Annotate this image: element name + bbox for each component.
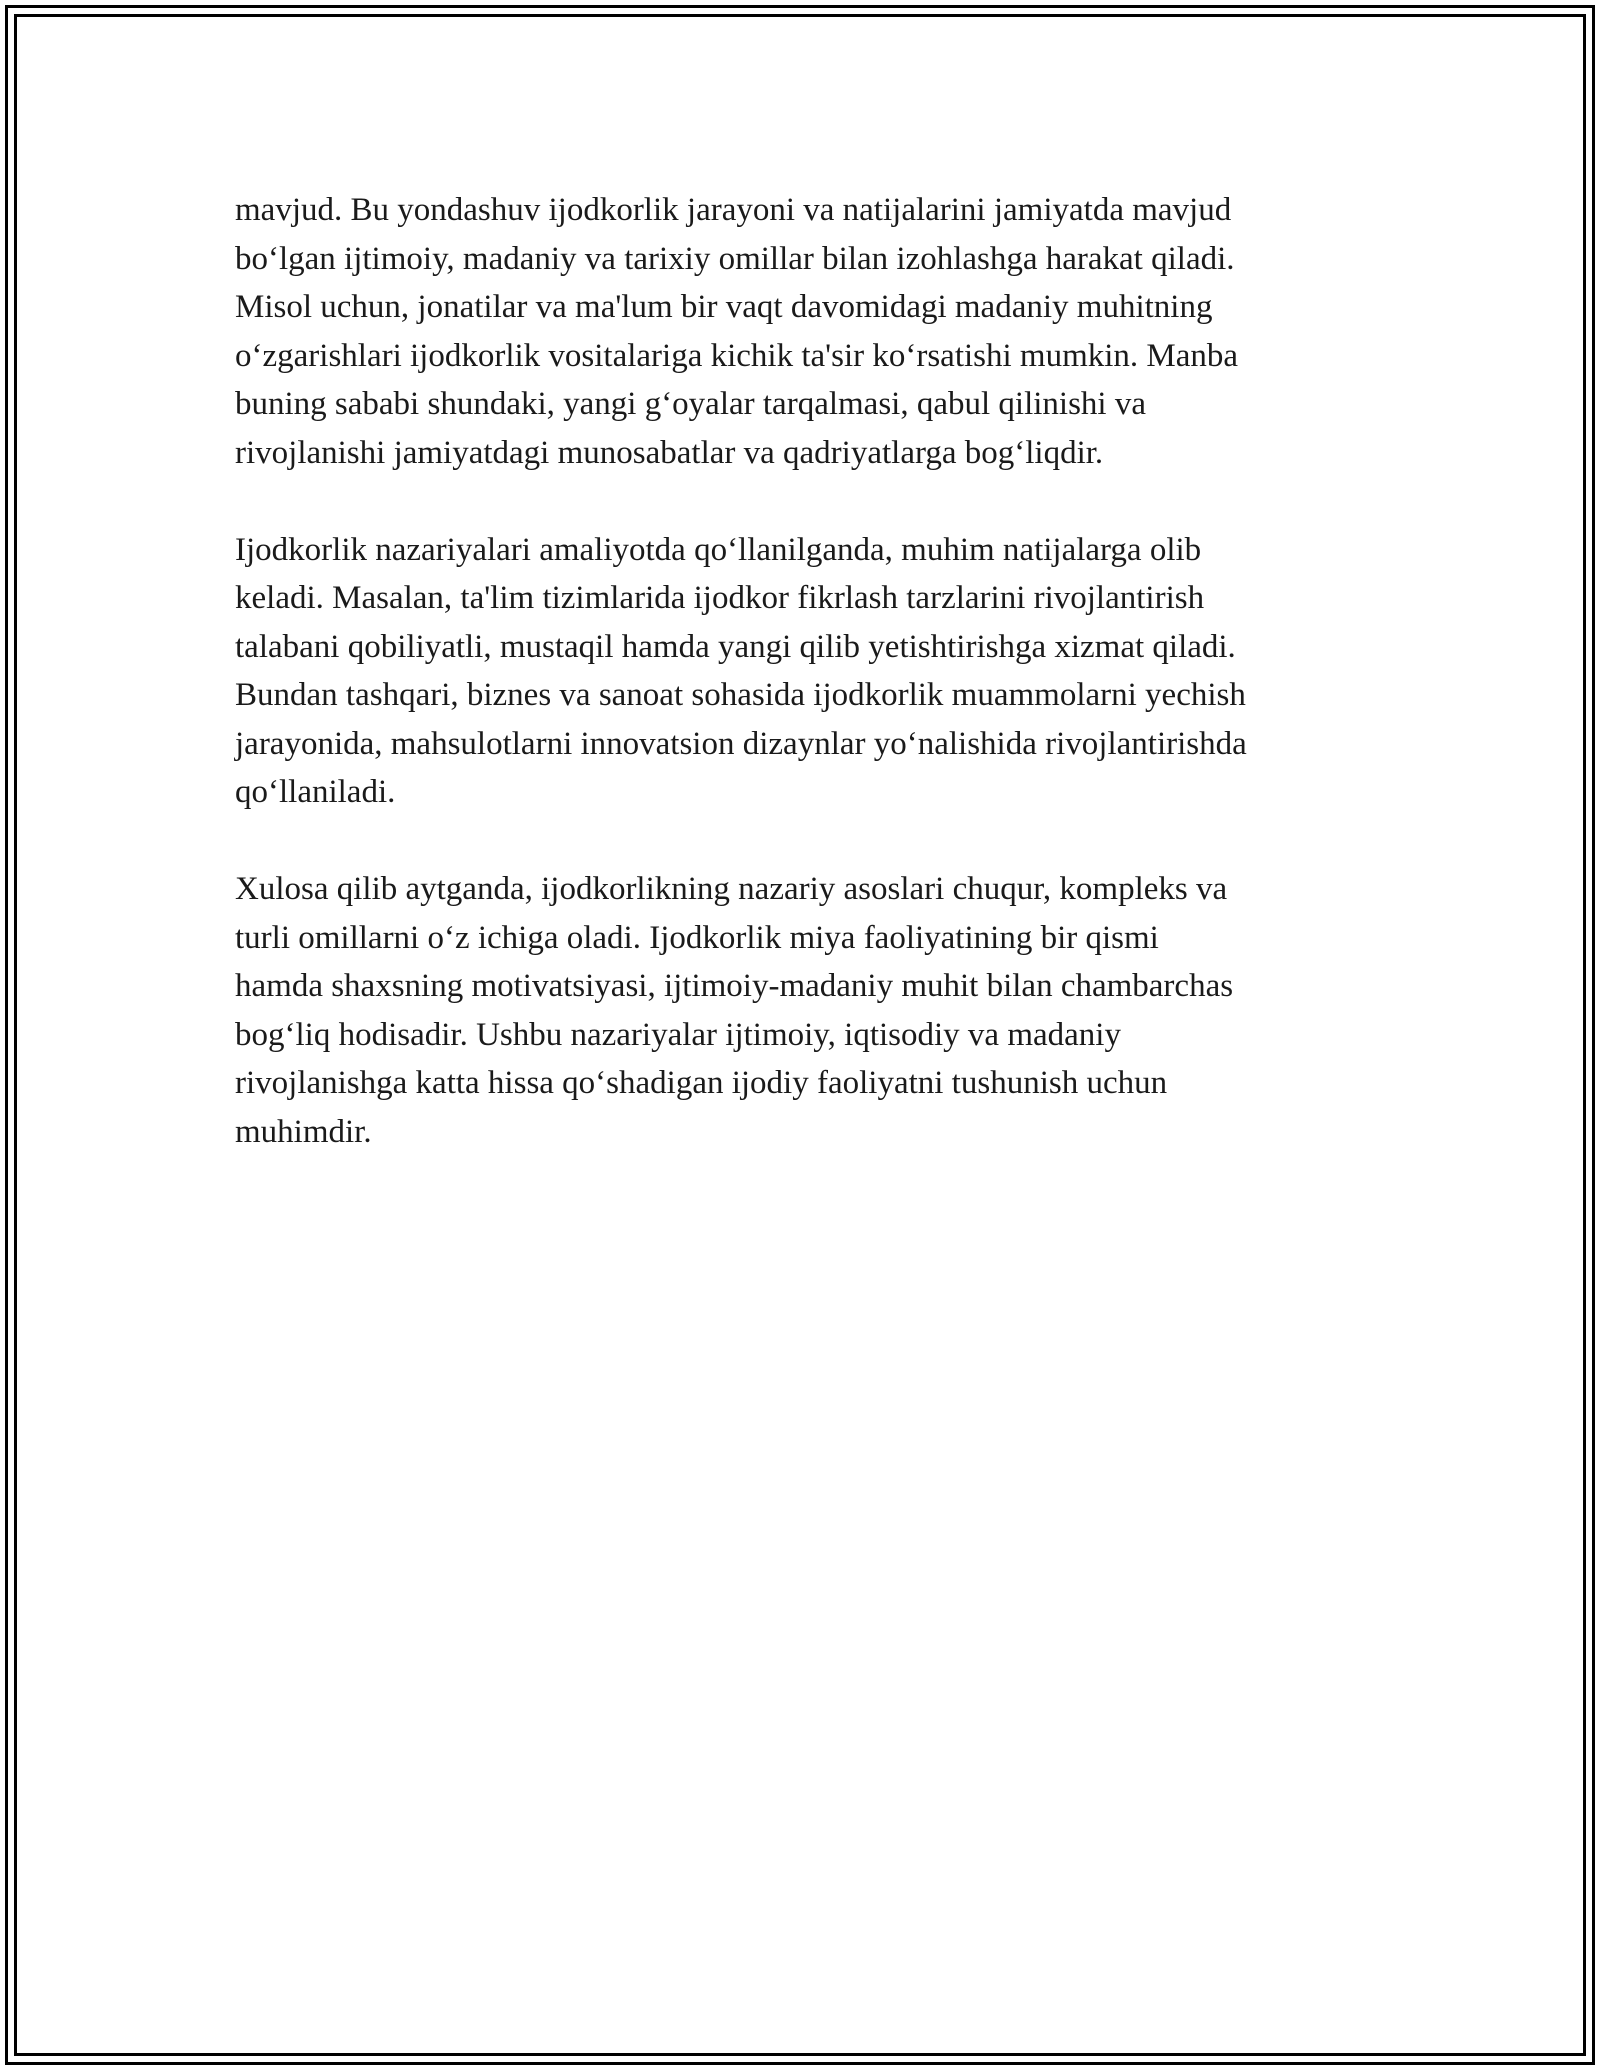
document-body bbox=[235, 186, 1370, 1205]
paragraph-1 bbox=[235, 186, 1370, 477]
text-line: Xulosa qilib aytganda, ijodkorlikning nazariy asoslari chuqur, kompleks va bbox=[235, 871, 1228, 907]
text-line: rivojlanishi jamiyatdagi munosabatlar va qadriyatlarga bog‘liqdir. bbox=[235, 434, 1104, 471]
text-line: muhimdir. bbox=[235, 1113, 372, 1150]
text-line: o‘zgarishlari ijodkorlik vositalariga kichik ta'sir ko‘rsatishi mumkin. Manba bbox=[235, 337, 1239, 374]
text-line: mavjud. Bu yondashuv ijodkorlik jarayoni va natijalarini jamiyatda mavjud bbox=[235, 192, 1232, 228]
text-line: hamda shaxsning motivatsiyasi, ijtimoiy-madaniy muhit bilan chambarchas bbox=[235, 968, 1234, 1004]
text-line: buning sababi shundaki, yangi g‘oyalar tarqalmasi, qabul qilinishi va bbox=[235, 386, 1146, 422]
text-line: Bundan tashqari, biznes va sanoat sohasida ijodkorlik muammolarni yechish bbox=[235, 677, 1246, 713]
text-line: bo‘lgan ijtimoiy, madaniy va tarixiy omillar bilan izohlashga harakat qiladi. bbox=[235, 240, 1235, 277]
paragraph-3 bbox=[235, 865, 1370, 1156]
text-line: keladi. Masalan, ta'lim tizimlarida ijodkor fikrlash tarzlarini rivojlantirish bbox=[235, 580, 1205, 616]
text-line: bog‘liq hodisadir. Ushbu nazariyalar ijtimoiy, iqtisodiy va madaniy bbox=[235, 1016, 1121, 1053]
text-line: talabani qobiliyatli, mustaqil hamda yangi qilib yetishtirishga xizmat qiladi. bbox=[235, 628, 1236, 665]
text-line: Ijodkorlik nazariyalari amaliyotda qo‘llanilganda, muhim natijalarga olib bbox=[235, 531, 1202, 568]
text-line: rivojlanishga katta hissa qo‘shadigan ijodiy faoliyatni tushunish uchun bbox=[235, 1065, 1168, 1101]
text-line: jarayonida, mahsulotlarni innovatsion dizaynlar yo‘nalishida rivojlantirishda bbox=[235, 725, 1247, 762]
text-line: qo‘llaniladi. bbox=[235, 774, 396, 810]
text-line: Misol uchun, jonatilar va ma'lum bir vaqt davomidagi madaniy muhitning bbox=[235, 289, 1213, 325]
paragraph-2 bbox=[235, 526, 1370, 817]
text-line: turli omillarni o‘z ichiga oladi. Ijodkorlik miya faoliyatining bir qismi bbox=[235, 919, 1159, 956]
